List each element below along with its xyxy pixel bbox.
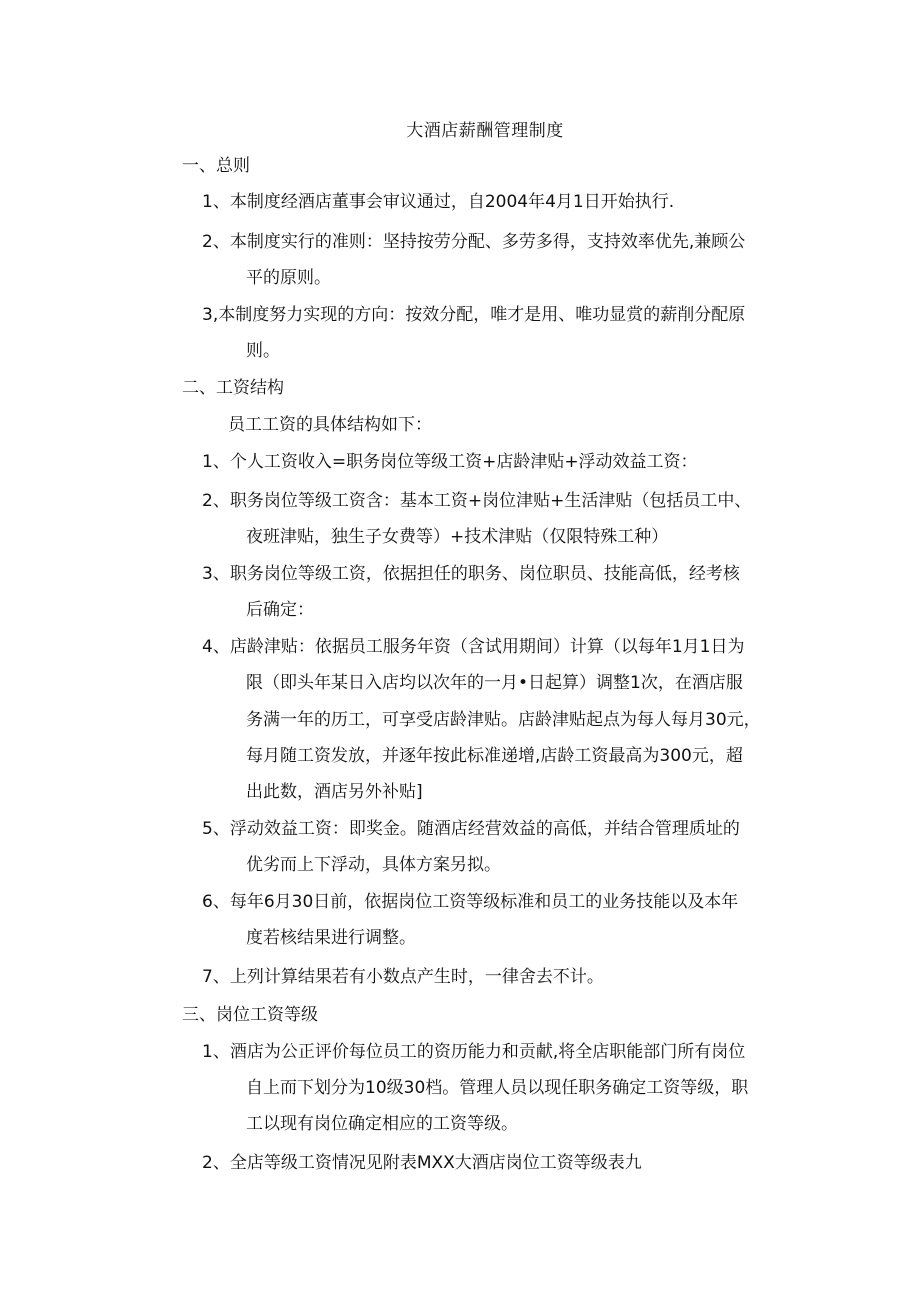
section-heading-position-grades: 三、岗位工资等级 [182, 1005, 318, 1025]
document-title: 大酒店薪酬管理制度 [406, 121, 564, 141]
list-item [202, 884, 802, 920]
list-item [202, 184, 802, 220]
item-number: 2、 [202, 232, 230, 252]
list-item [202, 811, 802, 847]
list-item [202, 297, 802, 333]
item-number: 1、 [202, 192, 230, 212]
section-heading-salary-structure: 二、工资结构 [182, 378, 284, 398]
item-text: 浮动效益工资：即奖金。随酒店经营效益的高低，并结合管理质址的 [229, 819, 740, 839]
item-number: 3, [202, 305, 219, 325]
item-text: 酒店为公正评价每位员工的资历能力和贡献,将全店职能部门所有岗位 [229, 1042, 746, 1062]
item-number: 7、 [202, 967, 230, 987]
item-number: 2、 [202, 1153, 230, 1173]
list-item [202, 224, 802, 260]
item-text: 职务岗位等级工资含：基本工资+岗位津贴+生活津贴（包括员工中、 [229, 491, 752, 511]
item-text: 职务岗位等级工资，依据担任的职务、岗位职员、技能高低，经考核 [229, 564, 740, 584]
item-text-continued: 限（即头年某日入店均以次年的一月•日起算）调整1次，在酒店服 [246, 673, 743, 693]
item-text-continued: 后确定： [246, 600, 314, 620]
item-text-continued: 平的原则。 [246, 268, 331, 288]
item-number: 1、 [202, 1042, 230, 1062]
item-text-continued: 度若核结果进行调整。 [246, 928, 416, 948]
item-text: 全店等级工资情况见附表MXX大酒店岗位工资等级表九 [229, 1153, 642, 1173]
list-item [202, 1145, 802, 1181]
item-number: 5、 [202, 819, 230, 839]
item-text-continued: 则。 [246, 341, 280, 361]
list-item [202, 959, 802, 995]
item-number: 1、 [202, 452, 230, 472]
section-heading-general: 一、总则 [182, 156, 250, 176]
item-number: 3、 [202, 564, 230, 584]
list-item [202, 444, 802, 480]
item-number: 2、 [202, 491, 230, 511]
item-number: 4、 [202, 637, 230, 657]
list-item [202, 556, 802, 592]
item-text: 每年6月30日前，依据岗位工资等级标准和员工的业务技能以及本年 [229, 892, 739, 912]
item-text-continued: 自上而下划分为10级30档。管理人员以现任职务确定工资等级，职 [246, 1078, 749, 1098]
item-text: 上列计算结果若有小数点产生时，一律舍去不计。 [229, 967, 604, 987]
item-number: 6、 [202, 892, 230, 912]
list-item [202, 483, 802, 519]
item-text-continued: 出此数，酒店另外补贴] [246, 782, 423, 802]
item-text: 本制度实行的准则：坚持按劳分配、多劳多得，支持效率优先,兼顾公 [229, 232, 746, 252]
list-item [202, 629, 802, 665]
item-text: 本制度努力实现的方向：按效分配，唯才是用、唯功显赏的薪削分配原 [218, 305, 746, 325]
item-text-continued: 务满一年的历工，可享受店龄津贴。店龄津贴起点为每人每月30元， [246, 710, 761, 730]
item-text: 本制度经酒店董事会审议通过，自2004年4月1日开始执行. [229, 192, 675, 212]
item-text: 个人工资收入=职务岗位等级工资+店龄津贴+浮动效益工资： [229, 452, 698, 472]
list-item [202, 1034, 802, 1070]
item-text-continued: 优劣而上下浮动，具体方案另拟。 [246, 855, 501, 875]
item-text-continued: 工以现有岗位确定相应的工资等级。 [246, 1114, 518, 1134]
item-text: 店龄津贴：依据员工服务年资（含试用期间）计算（以每年1月1日为 [229, 637, 745, 657]
section-intro: 员工工资的具体结构如下： [228, 415, 432, 435]
item-text-continued: 每月随工资发放，并逐年按此标准递增,店龄工资最高为300元，超 [246, 746, 743, 766]
item-text-continued: 夜班津贴，独生子女费等）+技术津贴（仅限特殊工种） [246, 527, 669, 547]
